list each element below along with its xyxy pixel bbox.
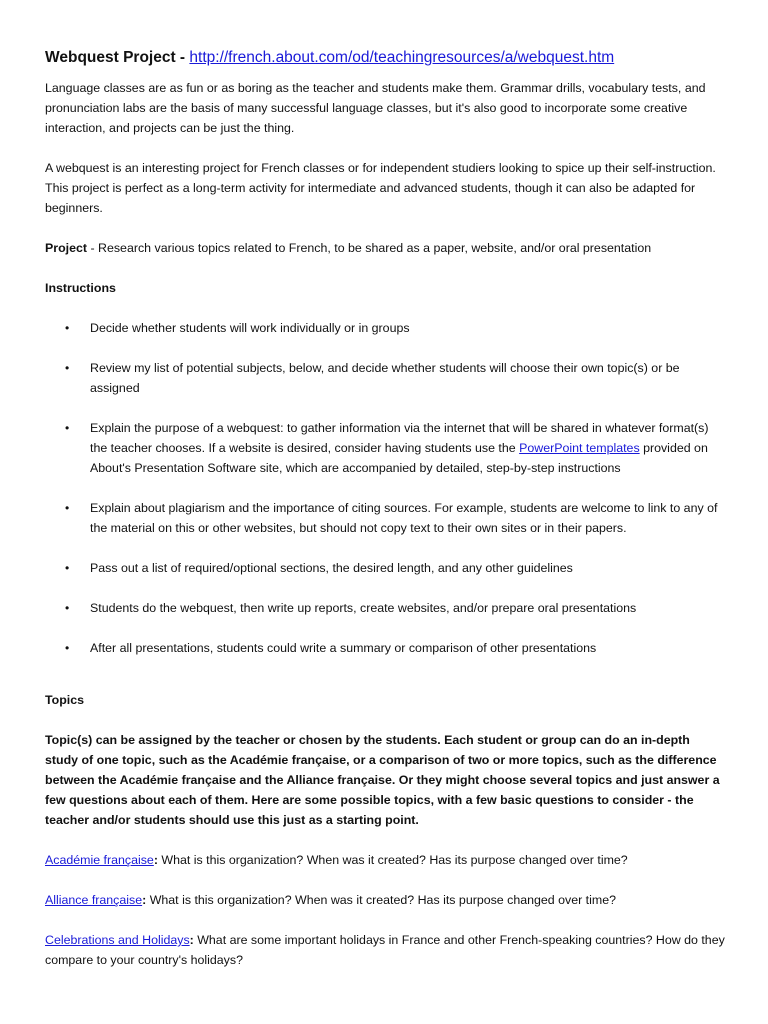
title-text: Webquest Project - [45, 49, 190, 66]
source-url-link[interactable]: http://french.about.com/od/teachingresources/a/webquest.htm [189, 49, 615, 66]
intro-paragraph-1: Language classes are as fun or as boring as the teacher and students make them. Grammar drills, vocabulary tests, and pronunciation labs are the basis of many successful language classes, but it's also good to incorporate some creative interaction, and projects can be just the thing. [45, 81, 706, 135]
bullet-icon: • [65, 321, 70, 335]
list-item-text: After all presentations, students could write a summary or comparison of other presentations [90, 641, 597, 655]
topic-separator: : [153, 853, 158, 867]
list-item-text: Decide whether students will work individually or in groups [90, 321, 410, 335]
list-item-text: Explain about plagiarism and the importance of citing sources. For example, students are welcome to link to any of the material on this or other websites, but should not copy text to their own sites or in their papers. [90, 501, 718, 535]
topics-heading: Topics [45, 693, 85, 707]
list-item-text-before: Explain the purpose of a webquest: to gather information via the internet that will be shared in whatever format(s) the teacher chooses. If a website is desired, consider having students use the [90, 421, 709, 455]
project-text: - Research various topics related to French, to be shared as a paper, website, and/or oral presentation [87, 241, 652, 255]
celebrations-holidays-link[interactable]: Celebrations and Holidays [45, 933, 190, 947]
list-item-text: Pass out a list of required/optional sections, the desired length, and any other guidelines [90, 561, 573, 575]
bullet-icon: • [65, 501, 70, 515]
bullet-icon: • [65, 421, 70, 435]
instructions-list [45, 318, 725, 658]
list-item-text: Review my list of potential subjects, below, and decide whether students will choose their own topic(s) or be assigned [90, 361, 680, 395]
list-item [45, 638, 725, 658]
document-page [45, 44, 725, 970]
instructions-heading: Instructions [45, 281, 116, 295]
list-item [45, 358, 725, 398]
topics-intro: Topic(s) can be assigned by the teacher or chosen by the students. Each student or group can do an in-depth study of one topic, such as the Académie française, or a comparison of two or more topics, such as the difference between the Académie française and the Alliance française. Or they might choose several topics and just answer a few questions about each of them. Here are some possible topics, with a few basic questions to consider - the teacher and/or students should use this just as a starting point. [45, 733, 720, 827]
list-item [45, 498, 725, 538]
topic-text: What is this organization? When was it created? Has its purpose changed over time? [146, 893, 616, 907]
topic-text: What is this organization? When was it created? Has its purpose changed over time? [157, 853, 628, 867]
bullet-icon: • [65, 641, 70, 655]
bullet-icon: • [65, 561, 70, 575]
topic-text: What are some important holidays in France and other French-speaking countries? How do they compare to your country's holidays? [45, 933, 725, 967]
bullet-icon: • [65, 361, 70, 375]
alliance-francaise-link[interactable]: Alliance française [45, 893, 143, 907]
academie-francaise-link[interactable]: Académie française [45, 853, 154, 867]
list-item [45, 598, 725, 618]
bullet-icon: • [65, 601, 70, 615]
document-title [45, 44, 725, 72]
list-item [45, 318, 725, 338]
topic-academie [45, 850, 725, 870]
topic-alliance [45, 890, 725, 910]
topic-celebrations [45, 930, 725, 970]
list-item [45, 418, 725, 478]
topic-separator: : [142, 893, 147, 907]
powerpoint-templates-link[interactable]: PowerPoint templates [519, 441, 640, 455]
list-item-text: Students do the webquest, then write up reports, create websites, and/or prepare oral presentations [90, 601, 637, 615]
project-line [45, 238, 725, 258]
intro-paragraph-2: A webquest is an interesting project for French classes or for independent studiers looking to spice up their self-instruction. This project is perfect as a long-term activity for intermediate and advanced students, though it can also be adapted for beginners. [45, 161, 716, 215]
list-item-text-after: provided on About's Presentation Software site, which are accompanied by detailed, step-by-step instructions [90, 441, 708, 475]
topic-separator: : [189, 933, 194, 947]
list-item [45, 558, 725, 578]
project-label: Project [45, 241, 88, 255]
